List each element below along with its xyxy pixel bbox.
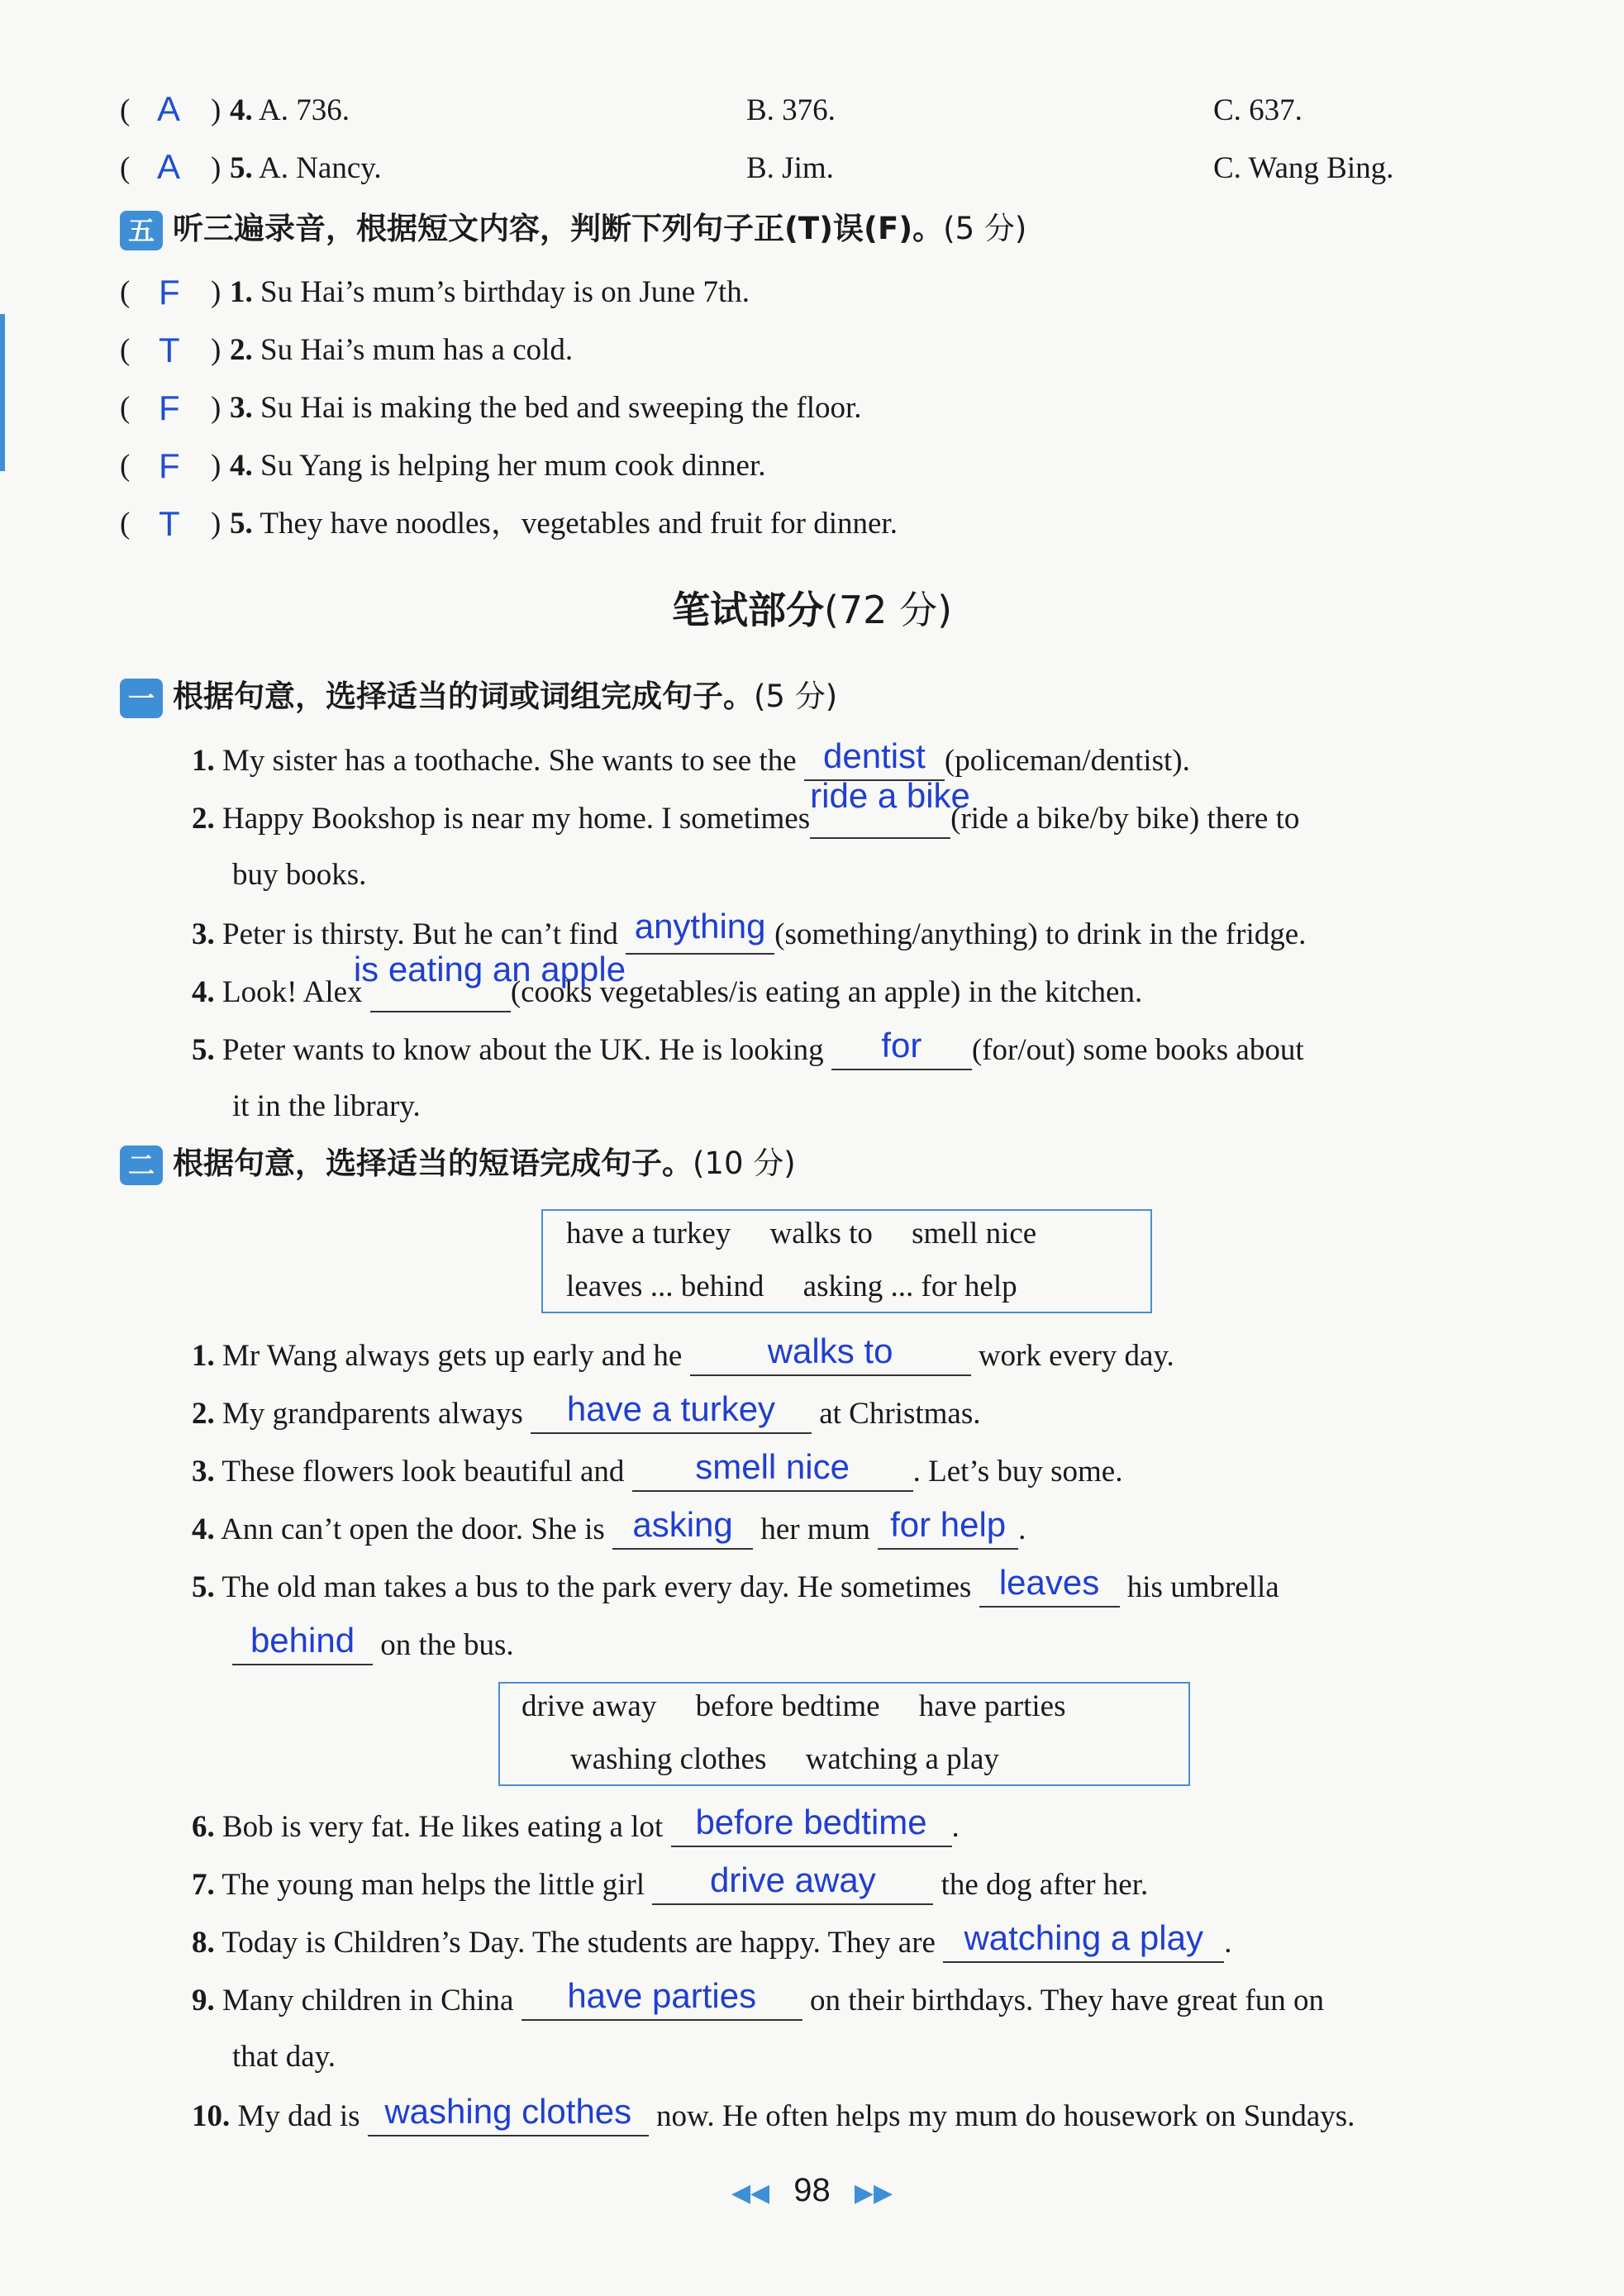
previous-arrow-icon[interactable]: ◀◀ xyxy=(731,2179,770,2207)
margin-accent-bar xyxy=(0,314,5,471)
word-option: have parties xyxy=(918,1689,1066,1723)
item-text: Su Hai’s mum has a cold. xyxy=(260,333,574,367)
question-text: . xyxy=(1018,1512,1026,1546)
p2-question-8 xyxy=(192,1918,1624,1963)
handwritten-answer: watching a play xyxy=(964,1918,1203,1957)
item-number: 3. xyxy=(192,1455,215,1489)
question-text: the dog after her. xyxy=(941,1868,1149,1902)
handwritten-answer: have parties xyxy=(567,1976,757,2015)
question-text: (ride a bike/by bike) there to xyxy=(950,802,1300,836)
answer-blank[interactable] xyxy=(804,736,945,781)
p2-question-7 xyxy=(192,1860,1624,1905)
item-number: 6. xyxy=(192,1810,215,1844)
p1-question-3 xyxy=(192,907,1624,955)
word-option: washing clothes xyxy=(570,1742,767,1776)
word-option: smell nice xyxy=(912,1217,1037,1250)
question-text: Many children in China xyxy=(222,1984,514,2017)
answer-blank[interactable] xyxy=(831,1026,972,1070)
p2-question-3 xyxy=(192,1447,1624,1492)
question-text: . xyxy=(951,1810,960,1844)
p1-question-2 xyxy=(192,776,1624,839)
handwritten-answer: before bedtime xyxy=(695,1803,927,1841)
answer-letter: A xyxy=(157,89,181,128)
section-title: 根据句意，选择适当的词或词组完成句子。 xyxy=(173,679,754,714)
question-text: Today is Children’s Day. The students are happy. They are xyxy=(221,1926,936,1960)
question-text: . xyxy=(1224,1926,1232,1960)
written-title-text: 笔试部分 xyxy=(671,588,824,632)
word-option: drive away xyxy=(521,1689,657,1723)
item-number: 4. xyxy=(230,449,253,483)
handwritten-answer: washing clothes xyxy=(384,2092,632,2131)
answer-letter: F xyxy=(159,273,180,312)
answer-blank[interactable] xyxy=(353,950,626,1012)
section-score: (5 分) xyxy=(943,211,1027,246)
word-bank-line xyxy=(566,1259,1017,1315)
answer-blank[interactable] xyxy=(810,776,970,839)
question-text: (for/out) some books about xyxy=(971,1033,1304,1067)
answer-blank[interactable] xyxy=(531,1389,812,1434)
word-bank-line xyxy=(566,1206,1036,1262)
item-number: 1. xyxy=(192,1339,215,1373)
word-option: before bedtime xyxy=(695,1689,880,1723)
item-text: They have noodles，vegetables and fruit for dinner. xyxy=(260,507,898,541)
item-number: 5. xyxy=(230,507,253,541)
page-number: 98 xyxy=(793,2172,831,2208)
answer-letter: T xyxy=(159,331,180,369)
question-text: Look! Alex xyxy=(222,975,363,1009)
item-number: 10. xyxy=(192,2099,231,2133)
handwritten-answer: asking xyxy=(632,1505,733,1544)
question-text: The old man takes a bus to the park every day. He sometimes xyxy=(221,1570,972,1604)
p1-question-1 xyxy=(192,736,1624,781)
p2-question-2 xyxy=(192,1389,1624,1434)
item-number: 2. xyxy=(192,802,215,836)
item-number: 5. xyxy=(230,151,253,185)
option-b: B. 376. xyxy=(746,93,836,127)
p2-question-9-cont: that day. xyxy=(232,2040,336,2074)
answer-blank[interactable] xyxy=(671,1803,952,1847)
answer-blank[interactable] xyxy=(232,1621,373,1665)
handwritten-answer: is eating an apple xyxy=(353,950,626,988)
handwritten-answer: behind xyxy=(250,1621,355,1660)
handwritten-answer: walks to xyxy=(767,1331,893,1370)
p1-question-5-cont: it in the library. xyxy=(232,1089,421,1123)
item-number: 2. xyxy=(192,1397,215,1431)
answer-letter: F xyxy=(159,388,180,427)
question-text: (policeman/dentist). xyxy=(944,744,1190,778)
question-text: Happy Bookshop is near my home. I sometimes xyxy=(222,802,811,836)
item-number: 2. xyxy=(230,333,253,367)
answer-blank[interactable] xyxy=(626,907,774,955)
question-text: on their birthdays. They have great fun on xyxy=(809,1984,1324,2017)
next-arrow-icon[interactable]: ▶▶ xyxy=(854,2179,893,2207)
p2-question-5-cont xyxy=(232,1621,1624,1665)
word-option: leaves ... behind xyxy=(566,1269,764,1303)
item-number: 4. xyxy=(192,1512,215,1546)
answer-blank[interactable] xyxy=(652,1860,933,1905)
question-text: Ann can’t open the door. She is xyxy=(220,1512,605,1546)
question-text: My dad is xyxy=(237,2099,360,2133)
answer-blank[interactable] xyxy=(878,1505,1018,1550)
handwritten-answer: dentist xyxy=(823,736,926,775)
p1-question-4 xyxy=(192,950,1624,1012)
p2-question-5 xyxy=(192,1563,1624,1608)
question-text: My sister has a toothache. She wants to see the xyxy=(222,744,797,778)
p2-question-4 xyxy=(192,1505,1624,1550)
answer-blank[interactable] xyxy=(521,1976,802,2021)
word-option: walks to xyxy=(769,1217,873,1250)
p2-question-6 xyxy=(192,1803,1624,1847)
question-text: My grandparents always xyxy=(222,1397,523,1431)
item-number: 9. xyxy=(192,1984,215,2017)
item-number: 4. xyxy=(230,93,253,127)
question-text: Mr Wang always gets up early and he xyxy=(222,1339,683,1373)
answer-blank[interactable] xyxy=(979,1563,1120,1608)
item-number: 7. xyxy=(192,1868,215,1902)
answer-letter: F xyxy=(159,446,180,485)
answer-blank[interactable] xyxy=(632,1447,913,1492)
item-number: 4. xyxy=(192,975,215,1009)
section-score: (5 分) xyxy=(754,679,838,714)
question-text: These flowers look beautiful and xyxy=(221,1455,625,1489)
item-text: Su Yang is helping her mum cook dinner. xyxy=(260,449,766,483)
section-badge: 五 xyxy=(120,211,163,250)
option-c: C. 637. xyxy=(1213,93,1303,127)
p1-question-2-cont: buy books. xyxy=(232,858,367,892)
word-bank-box-2 xyxy=(498,1682,1190,1786)
question-text: The young man helps the little girl xyxy=(221,1868,645,1902)
written-part-title xyxy=(0,580,1624,635)
question-text: work every day. xyxy=(978,1339,1174,1373)
answer-letter: T xyxy=(159,504,180,543)
question-text: his umbrella xyxy=(1126,1570,1279,1604)
item-text: Su Hai is making the bed and sweeping the floor. xyxy=(260,391,862,425)
question-text: her mum xyxy=(760,1512,870,1546)
question-text: (something/anything) to drink in the fridge. xyxy=(774,917,1307,951)
item-number: 1. xyxy=(230,275,253,309)
item-number: 5. xyxy=(192,1033,215,1067)
question-text: (cooks vegetables/is eating an apple) in the kitchen. xyxy=(510,975,1143,1009)
question-text: . Let’s buy some. xyxy=(912,1455,1123,1489)
answer-blank[interactable] xyxy=(612,1505,753,1550)
answer-blank[interactable] xyxy=(943,1918,1224,1963)
item-number: 8. xyxy=(192,1926,215,1960)
written-score: (72 分) xyxy=(823,588,953,632)
word-option: have a turkey xyxy=(566,1217,731,1250)
worksheet-page: ( A ) 4. A. 736. B. 376. C. 637. ( A ) 5. A. Nancy. B. Jim. C. Wang Bing. 五 听三遍录音，根据短文内容，判断下列句子正(T)误(F)。(5 分) ( F ) 1. Su Hai’s mum’s birthday is on June 7th. ( T ) 2. Su Hai’s mum has a cold. ( F ) 3. Su Hai is making the bed and sweeping the floor. ( F ) 4. Su Yang is helping her mum cook dinner. ( T ) 5. They have noodles，vegetables and fruit for dinner. 笔试部分(72 分) 一 根据句意，选择适当的词或词组完成句子。(5 分) 1. My sister has a toothache. She wants to see the dentist (policeman/dentist). 2. Happy Bookshop is near my home. I sometimes ride a bike (ride a bike/by bike) there to buy books. 3. Peter is thirsty. But he can’t find anything (something/anything) to drink in the fridge. 4. Look! Alex is eating an apple (cooks vegetables/is eating an apple) in the kitchen. 5. Peter wants to know about the UK. He is looking for (for/out) some books about it in the library. 二 根据句意，选择适当的短语完成句子。(10 分) have a turkey walks to smell nice leaves ... behind asking ... for help 1. Mr Wang always gets up early and he walks to work every day. 2. My grandparents always have a turkey at Christmas. 3. These flowers look beautiful and smell nice . Let’s buy some. 4. Ann can’t open the door. She is asking her mum for help . 5. The old man takes a bus to the park every day. He sometimes leaves his umbrella behind on the bus. drive away before bedtime have parties washing clothes watching a play 6. Bob is very fat. He likes eating a lot before bedtime . 7. The young man helps the little girl drive away the dog after her. 8. Today is Children’s Day. The students are happy. They are watching a play . 9. Many children in China have parties on their birthdays. They have great fun on that day. 10. My dad is washing clothes now. He often helps my mum do housework on Sundays. ◀◀ 98 ▶▶ xyxy=(0,0,1624,2296)
answer-blank[interactable] xyxy=(368,2092,649,2136)
section-score: (10 分) xyxy=(693,1146,796,1181)
word-bank-line xyxy=(521,1679,1066,1735)
section-five-heading xyxy=(120,208,1026,250)
item-number: 1. xyxy=(192,744,215,778)
item-text: Su Hai’s mum’s birthday is on June 7th. xyxy=(260,275,750,309)
word-bank-box-1 xyxy=(541,1209,1152,1313)
handwritten-answer: have a turkey xyxy=(566,1389,776,1428)
option-c: C. Wang Bing. xyxy=(1213,151,1394,185)
option-a: A. Nancy. xyxy=(258,151,382,185)
section-badge: 二 xyxy=(120,1146,163,1185)
item-number: 3. xyxy=(192,917,215,951)
item-number: 5. xyxy=(192,1570,215,1604)
part-one-heading xyxy=(120,676,837,718)
section-title: 听三遍录音，根据短文内容，判断下列句子正(T)误(F)。 xyxy=(173,211,944,246)
p1-question-5 xyxy=(192,1026,1624,1070)
question-text: at Christmas. xyxy=(819,1397,981,1431)
question-text: now. He often helps my mum do housework on Sundays. xyxy=(656,2099,1355,2133)
word-option: watching a play xyxy=(805,1742,999,1776)
p2-question-1 xyxy=(192,1331,1624,1376)
answer-blank[interactable] xyxy=(690,1331,971,1376)
handwritten-answer: ride a bike xyxy=(810,776,970,815)
handwritten-answer: for help xyxy=(890,1505,1007,1544)
option-b: B. Jim. xyxy=(746,151,834,185)
handwritten-answer: smell nice xyxy=(695,1447,850,1486)
word-bank-line xyxy=(570,1732,999,1788)
p2-question-10 xyxy=(192,2092,1624,2136)
page-footer xyxy=(0,2172,1624,2209)
question-text: Peter is thirsty. But he can’t find xyxy=(222,917,618,951)
section-badge: 一 xyxy=(120,679,163,718)
answer-letter: A xyxy=(157,147,181,186)
question-text: Bob is very fat. He likes eating a lot xyxy=(222,1810,664,1844)
section-title: 根据句意，选择适当的短语完成句子。 xyxy=(173,1146,693,1181)
part-two-heading xyxy=(120,1143,796,1185)
p2-question-9 xyxy=(192,1976,1624,2021)
item-number: 3. xyxy=(230,391,253,425)
word-option: asking ... for help xyxy=(802,1269,1017,1303)
handwritten-answer: anything xyxy=(634,907,766,946)
handwritten-answer: drive away xyxy=(709,1860,876,1899)
option-a: A. 736. xyxy=(258,93,350,127)
handwritten-answer: for xyxy=(881,1026,922,1065)
handwritten-answer: leaves xyxy=(998,1563,1100,1602)
question-text: on the bus. xyxy=(380,1628,514,1662)
question-text: Peter wants to know about the UK. He is looking xyxy=(222,1033,824,1067)
